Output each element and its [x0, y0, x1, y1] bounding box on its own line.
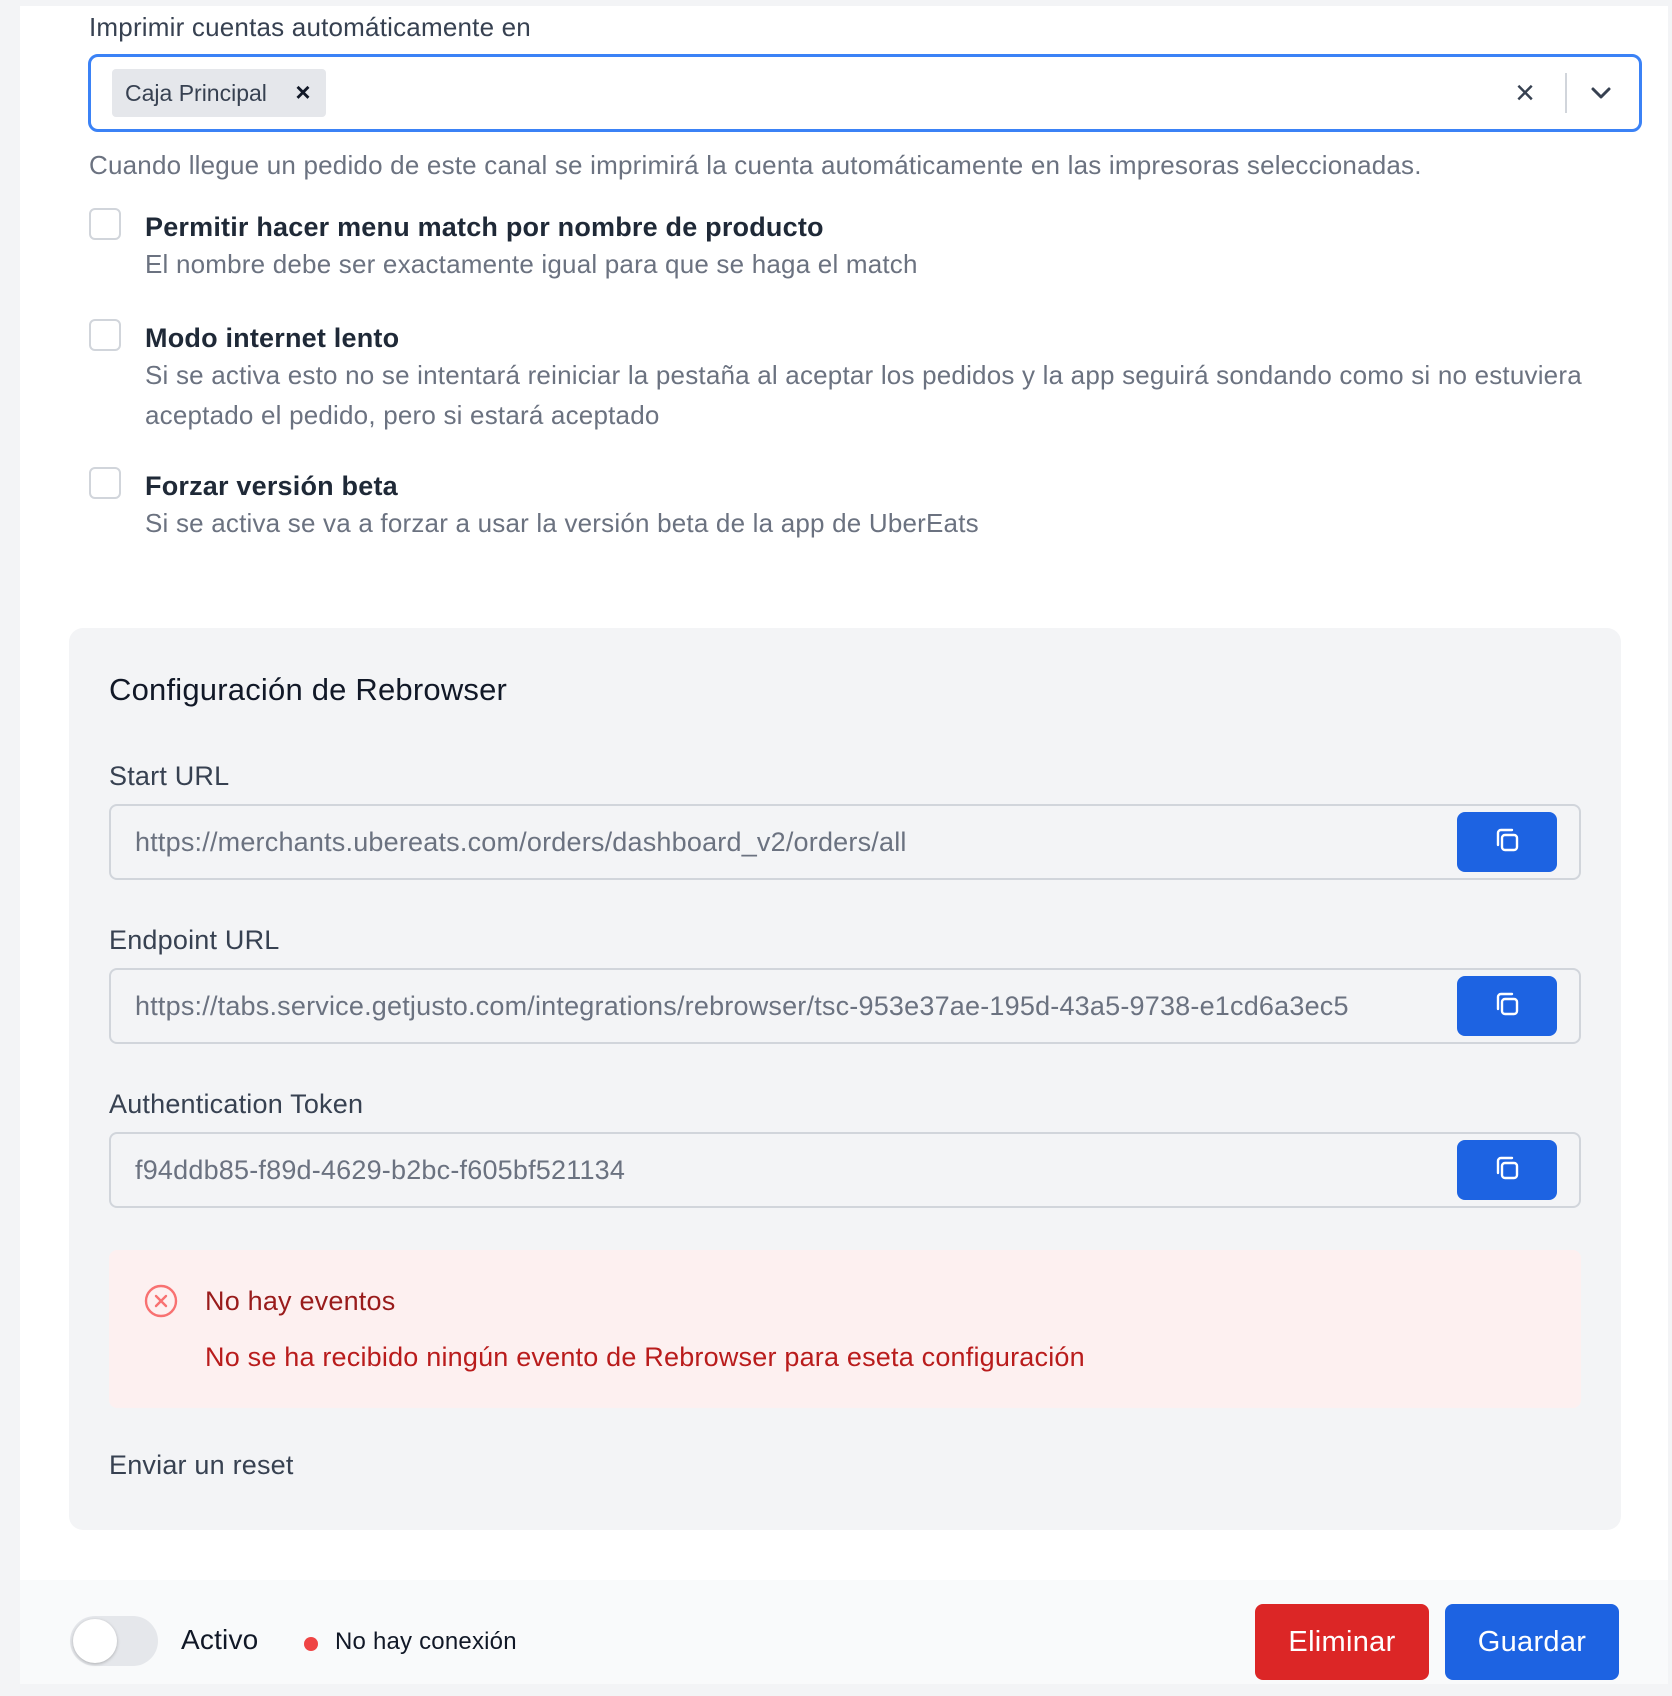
start-url-label: Start URL [109, 761, 230, 791]
token-field[interactable] [109, 1132, 1581, 1208]
token-label: Authentication Token [109, 1089, 364, 1119]
menu-match-title: Permitir hacer menu match por nombre de producto [145, 212, 824, 242]
checkbox-force-beta[interactable] [89, 467, 121, 499]
start-url-value: https://merchants.ubereats.com/orders/dashboard_v2/orders/all [135, 827, 907, 857]
force-beta-title: Forzar versión beta [145, 471, 398, 501]
token-value: f94ddb85-f89d-4629-b2bc-f605bf521134 [135, 1155, 626, 1185]
x-circle-icon [143, 1283, 179, 1319]
checkbox-slow-internet[interactable] [89, 319, 121, 351]
send-reset-link[interactable]: Enviar un reset [109, 1450, 294, 1480]
no-events-alert [109, 1250, 1581, 1408]
alert-title: No hay eventos [205, 1286, 396, 1316]
checkbox-menu-match[interactable] [89, 208, 121, 240]
copy-icon [1493, 990, 1521, 1023]
alert-message: No se ha recibido ningún evento de Rebrowser para eseta configuración [205, 1342, 1085, 1372]
copy-start-url-button[interactable] [1457, 812, 1557, 872]
toggle-knob [73, 1619, 117, 1663]
copy-token-button[interactable] [1457, 1140, 1557, 1200]
save-button[interactable]: Guardar [1445, 1604, 1619, 1680]
print-field-label: Imprimir cuentas automáticamente en [89, 12, 531, 42]
active-label: Activo [181, 1624, 259, 1655]
force-beta-desc: Si se activa se va a forzar a usar la versión beta de la app de UberEats [145, 508, 979, 538]
chevron-down-icon[interactable] [1585, 77, 1617, 109]
menu-match-desc: El nombre debe ser exactamente igual para que se haga el match [145, 249, 918, 279]
chip-label: Caja Principal [125, 79, 267, 106]
endpoint-url-value: https://tabs.service.getjusto.com/integrations/rebrowser/tsc-953e37ae-195d-43a5-9738-e1cd6a3ec5 [135, 991, 1349, 1021]
active-toggle[interactable] [70, 1616, 158, 1666]
delete-button[interactable]: Eliminar [1255, 1604, 1429, 1680]
copy-icon [1493, 1154, 1521, 1187]
select-divider [1565, 73, 1567, 113]
copy-icon [1493, 826, 1521, 859]
slow-internet-desc: Si se activa esto no se intentará reiniciar la pestaña al aceptar los pedidos y la app seguirá sondando como si no estuviera aceptado el pedido, pero si estará aceptado [145, 360, 1582, 430]
endpoint-url-label: Endpoint URL [109, 925, 280, 955]
status-dot-icon [304, 1637, 318, 1651]
selected-printer-chip [112, 69, 326, 117]
copy-endpoint-url-button[interactable] [1457, 976, 1557, 1036]
connection-status: No hay conexión [335, 1628, 517, 1655]
start-url-field[interactable] [109, 804, 1581, 880]
slow-internet-title: Modo internet lento [145, 323, 400, 353]
remove-chip-icon[interactable]: × [295, 77, 311, 107]
printer-multiselect[interactable] [88, 54, 1642, 132]
endpoint-url-field[interactable] [109, 968, 1581, 1044]
rebrowser-config-card [69, 628, 1621, 1530]
footer-bar [20, 1580, 1668, 1684]
clear-selection-icon[interactable]: × [1515, 74, 1535, 112]
rebrowser-title: Configuración de Rebrowser [109, 672, 508, 707]
print-help-text: Cuando llegue un pedido de este canal se imprimirá la cuenta automáticamente en las impresoras seleccionadas. [89, 150, 1422, 180]
